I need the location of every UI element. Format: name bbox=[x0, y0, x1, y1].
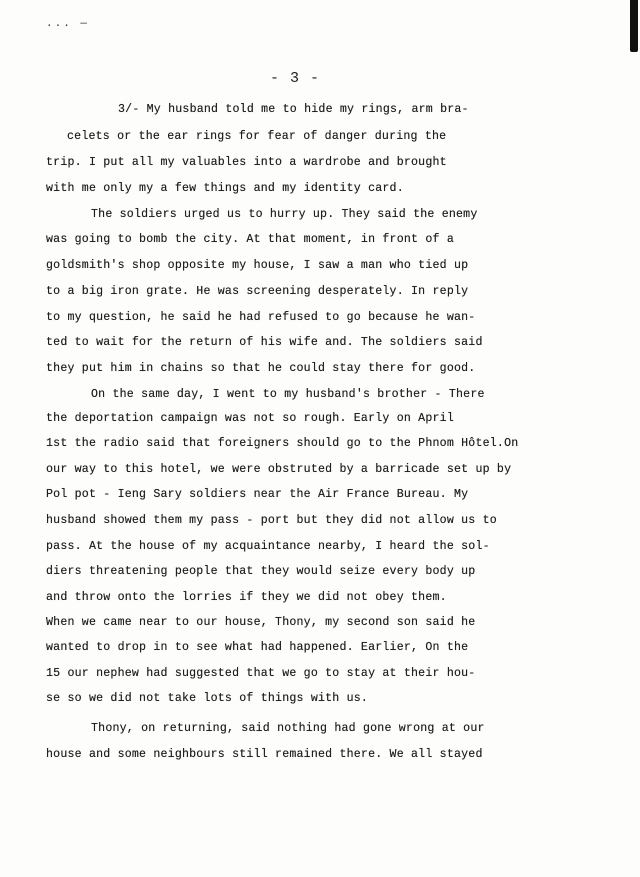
text-line: trip. I put all my valuables into a wardrobe and brought bbox=[46, 156, 447, 169]
text-line: pass. At the house of my acquaintance nearby, I heard the sol- bbox=[46, 540, 490, 553]
text-line: 1st the radio said that foreigners should go to the Phnom Hôtel.On bbox=[46, 437, 519, 450]
text-line: house and some neighbours still remained there. We all stayed bbox=[46, 748, 483, 761]
text-line: ted to wait for the return of his wife and. The soldiers said bbox=[46, 336, 483, 349]
text-line: 15 our nephew had suggested that we go to stay at their hou- bbox=[46, 667, 476, 680]
text-line: goldsmith's shop opposite my house, I saw a man who tied up bbox=[46, 259, 469, 272]
text-line: was going to bomb the city. At that moment, in front of a bbox=[46, 233, 454, 246]
page-number: - 3 - bbox=[270, 70, 321, 87]
text-line: the deportation campaign was not so rough. Early on April bbox=[46, 412, 454, 425]
text-line: Pol pot - Ieng Sary soldiers near the Air France Bureau. My bbox=[46, 488, 469, 501]
edge-scan-mark bbox=[630, 0, 638, 52]
text-line: se so we did not take lots of things with us. bbox=[46, 692, 369, 705]
text-line: When we came near to our house, Thony, my second son said he bbox=[46, 616, 476, 629]
text-line: The soldiers urged us to hurry up. They said the enemy bbox=[91, 208, 478, 221]
text-line: diers threatening people that they would seize every body up bbox=[46, 565, 476, 578]
text-line: with me only my a few things and my identity card. bbox=[46, 182, 404, 195]
text-line: 3/- My husband told me to hide my rings, arm bra- bbox=[118, 103, 469, 116]
text-line: to a big iron grate. He was screening desperately. In reply bbox=[46, 285, 469, 298]
text-line: to my question, he said he had refused to go because he wan- bbox=[46, 311, 476, 324]
text-line: On the same day, I went to my husband's brother - There bbox=[91, 388, 485, 401]
text-line: wanted to drop in to see what had happened. Earlier, On the bbox=[46, 641, 469, 654]
corner-mark: ... — bbox=[46, 18, 90, 30]
text-line: husband showed them my pass - port but they did not allow us to bbox=[46, 514, 497, 527]
text-line: celets or the ear rings for fear of danger during the bbox=[67, 130, 447, 143]
text-line: and throw onto the lorries if they we did not obey them. bbox=[46, 591, 447, 604]
text-line: our way to this hotel, we were obstruted by a barricade set up by bbox=[46, 463, 512, 476]
text-line: Thony, on returning, said nothing had gone wrong at our bbox=[91, 722, 485, 735]
text-line: they put him in chains so that he could stay there for good. bbox=[46, 362, 476, 375]
